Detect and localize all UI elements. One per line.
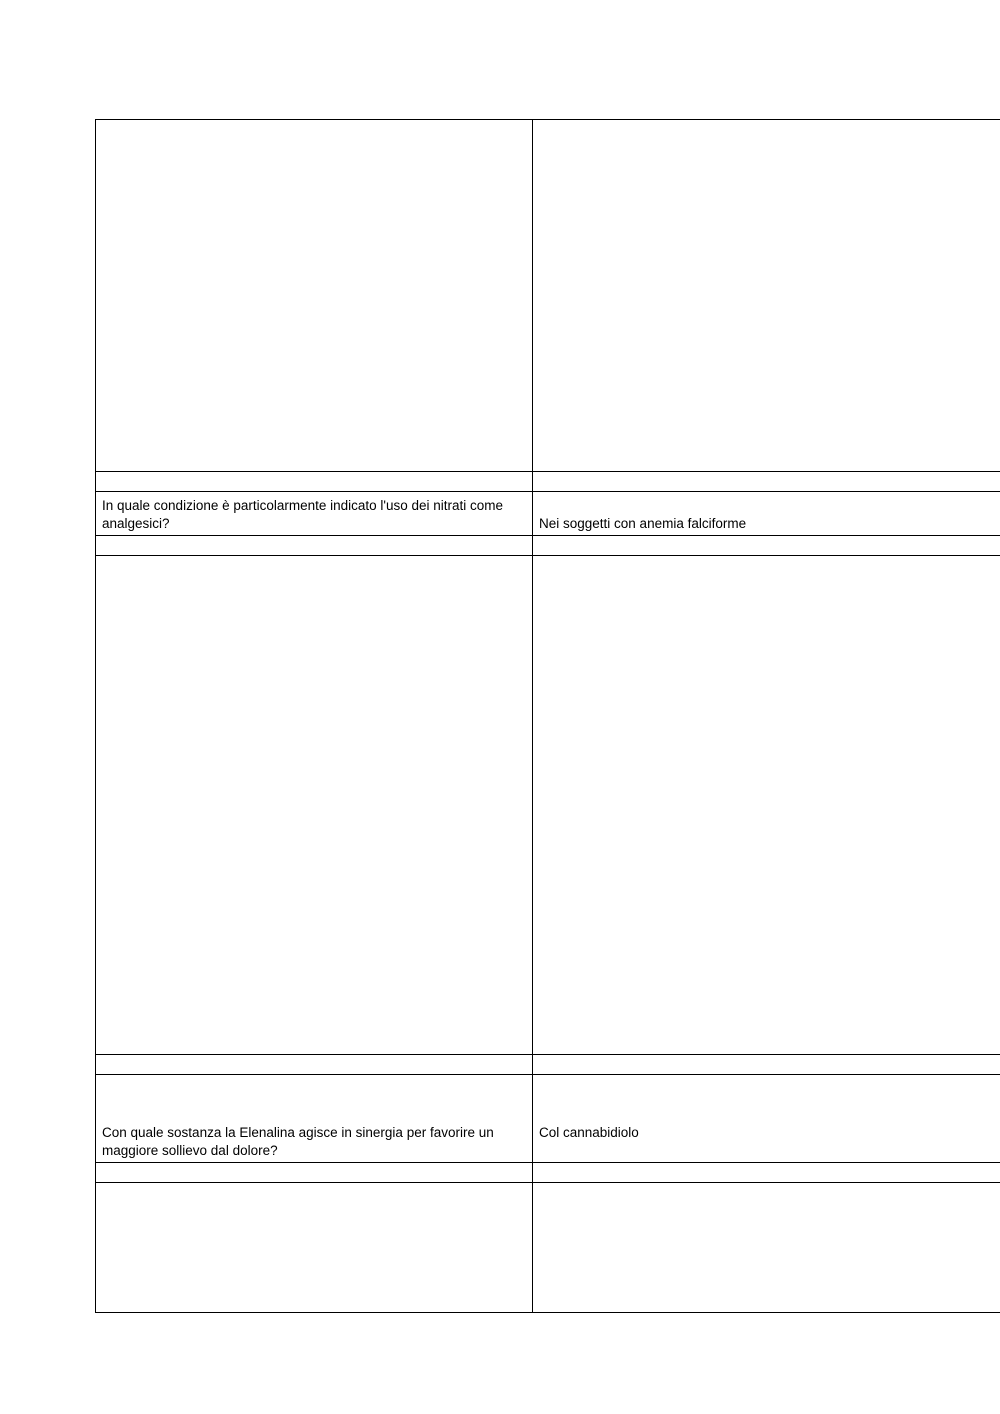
- table-row: [96, 536, 1000, 556]
- table-row: [96, 472, 1000, 492]
- question-cell: Con quale sostanza la Elenalina agisce in sinergia per favorire un maggiore sollievo dal dolore?: [96, 1075, 533, 1163]
- question-cell: [96, 1055, 533, 1075]
- table-row: [96, 1163, 1000, 1183]
- answer-cell: [533, 1183, 1000, 1313]
- table-row: [96, 1183, 1000, 1313]
- question-cell: [96, 536, 533, 556]
- question-cell: [96, 120, 533, 472]
- table-row: [96, 1075, 1000, 1163]
- question-cell: [96, 1183, 533, 1313]
- question-cell: In quale condizione è particolarmente indicato l'uso dei nitrati come analgesici?: [96, 492, 533, 536]
- answer-cell: [533, 536, 1000, 556]
- table-row: [96, 120, 1000, 472]
- answer-cell: [533, 1055, 1000, 1075]
- answer-cell: Col cannabidiolo: [533, 1075, 1000, 1163]
- question-cell: [96, 472, 533, 492]
- answer-cell: [533, 1163, 1000, 1183]
- question-cell: [96, 556, 533, 1055]
- answer-cell: [533, 120, 1000, 472]
- table-row: [96, 1055, 1000, 1075]
- question-cell: [96, 1163, 533, 1183]
- qa-table: [95, 119, 1000, 1313]
- answer-cell: [533, 556, 1000, 1055]
- table-row: [96, 492, 1000, 536]
- table-row: [96, 556, 1000, 1055]
- answer-cell: Nei soggetti con anemia falciforme: [533, 492, 1000, 536]
- answer-cell: [533, 472, 1000, 492]
